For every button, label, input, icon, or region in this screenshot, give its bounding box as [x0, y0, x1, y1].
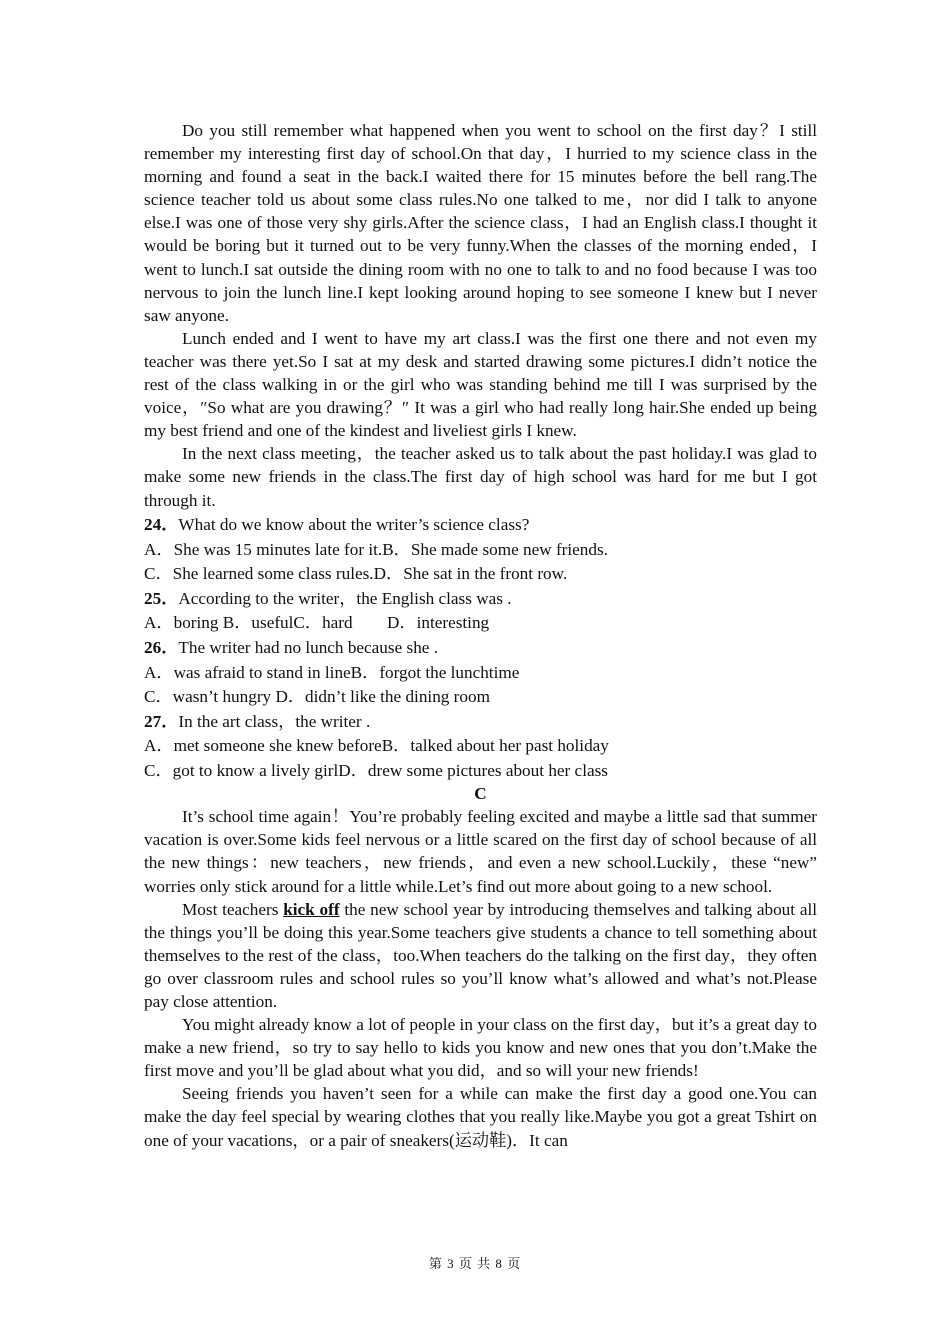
- section-c-paragraph-1: It’s school time again！You’re probably feeling excited and maybe a little sad that summer vacation is over.Some kids feel nervous or a little scared on the first day of school because of all the new things：new teachers，new friends，and even a new school.Luckily，these “new” worries only stick around for a little while.Let’s find out more about going to a new school.: [144, 807, 817, 896]
- passage-b-paragraph-2: Lunch ended and I went to have my art class.I was the first one there and not even my teacher was there yet.So I sat at my desk and started drawing some pictures.I didn’t notice the rest of the class walking in or the girl who was standing behind me till I was surprised by the voice，″So what are you drawing？″ It was a girl who had really long hair.She ended up being my best friend and one of the kindest and liveliest girls I knew.: [144, 328, 817, 441]
- question-dot: ．: [161, 638, 179, 658]
- question-24: [144, 512, 817, 537]
- paragraph-text-after: the new school year by introducing themselves and talking about all the things you’ll be doing this year.Some teachers give students a chance to tell something about themselves to the rest of the class，too.When teachers do the talking on the first day，they often go over classroom rules and school rules so you’ll know what’s allowed and what’s not.Please pay close attention.: [144, 899, 818, 1011]
- question-stem: According to the writer，the English class was .: [178, 588, 512, 608]
- section-c-paragraph-2: [144, 898, 817, 1013]
- question-24-options-2: C．She learned some class rules.D．She sat in the front row.: [144, 564, 568, 584]
- question-stem: In the art class，the writer .: [178, 711, 371, 731]
- page-content: [144, 119, 817, 1152]
- section-c-paragraph-4: Seeing friends you haven’t seen for a while can make the first day a good one.You can make the day feel special by wearing clothes that you really like.Maybe you got a great Tshirt on one of your vacations，or a pair of sneakers(运动鞋)．It can: [144, 1084, 817, 1150]
- question-number: 25: [144, 588, 162, 608]
- question-number: 26: [144, 638, 162, 658]
- question-dot: ．: [161, 588, 179, 608]
- question-27: [144, 708, 817, 733]
- question-number: 24: [144, 515, 162, 535]
- question-number: 27: [144, 711, 162, 731]
- question-25-options: A．boring B．usefulC．hard D．interesting: [144, 613, 490, 633]
- question-dot: ．: [161, 711, 179, 731]
- passage-b-paragraph-3: In the next class meeting，the teacher asked us to talk about the past holiday.I was glad to make some new friends in the class.The first day of high school was hard for me but I got through it.: [144, 444, 817, 510]
- question-27-options-1: A．met someone she knew beforeB．talked about her past holiday: [144, 736, 609, 756]
- kick-off-keyword: kick off: [283, 899, 340, 919]
- section-c-title: C: [474, 784, 487, 804]
- question-24-options-1: A．She was 15 minutes late for it.B．She made some new friends.: [144, 539, 608, 559]
- question-26: [144, 635, 817, 660]
- question-25: [144, 585, 817, 610]
- question-stem: What do we know about the writer’s science class?: [178, 515, 530, 535]
- passage-b-paragraph-1: Do you still remember what happened when you went to school on the first day？I still remember my interesting first day of school.On that day，I hurried to my science class in the morning and found a seat in the back.I waited there for 15 minutes before the bell rang.The science teacher told us about some class rules.No one talked to me，nor did I talk to anyone else.I was one of those very shy girls.After the science class，I had an English class.I thought it would be boring but it turned out to be very funny.When the classes of the morning ended，I went to lunch.I sat outside the dining room with no one to talk to and no food because I was too nervous to join the lunch line.I kept looking around hoping to see someone I knew but I never saw anyone.: [144, 121, 817, 325]
- question-26-options-2: C．wasn’t hungry D．didn’t like the dining room: [144, 687, 490, 707]
- question-26-options-1: A．was afraid to stand in lineB．forgot the lunchtime: [144, 662, 520, 682]
- paragraph-text-before: Most teachers: [182, 899, 284, 919]
- question-dot: ．: [161, 515, 179, 535]
- page-footer: 第 3 页 共 8 页: [428, 1256, 522, 1271]
- section-c-paragraph-3: You might already know a lot of people in your class on the first day，but it’s a great day to make a new friend，so try to say hello to kids you know and new ones that you don’t.Make the first move and you’ll be glad about what you did，and so will your new friends!: [144, 1015, 817, 1081]
- question-stem: The writer had no lunch because she .: [178, 638, 439, 658]
- question-27-options-2: C．got to know a lively girlD．drew some pictures about her class: [144, 761, 608, 781]
